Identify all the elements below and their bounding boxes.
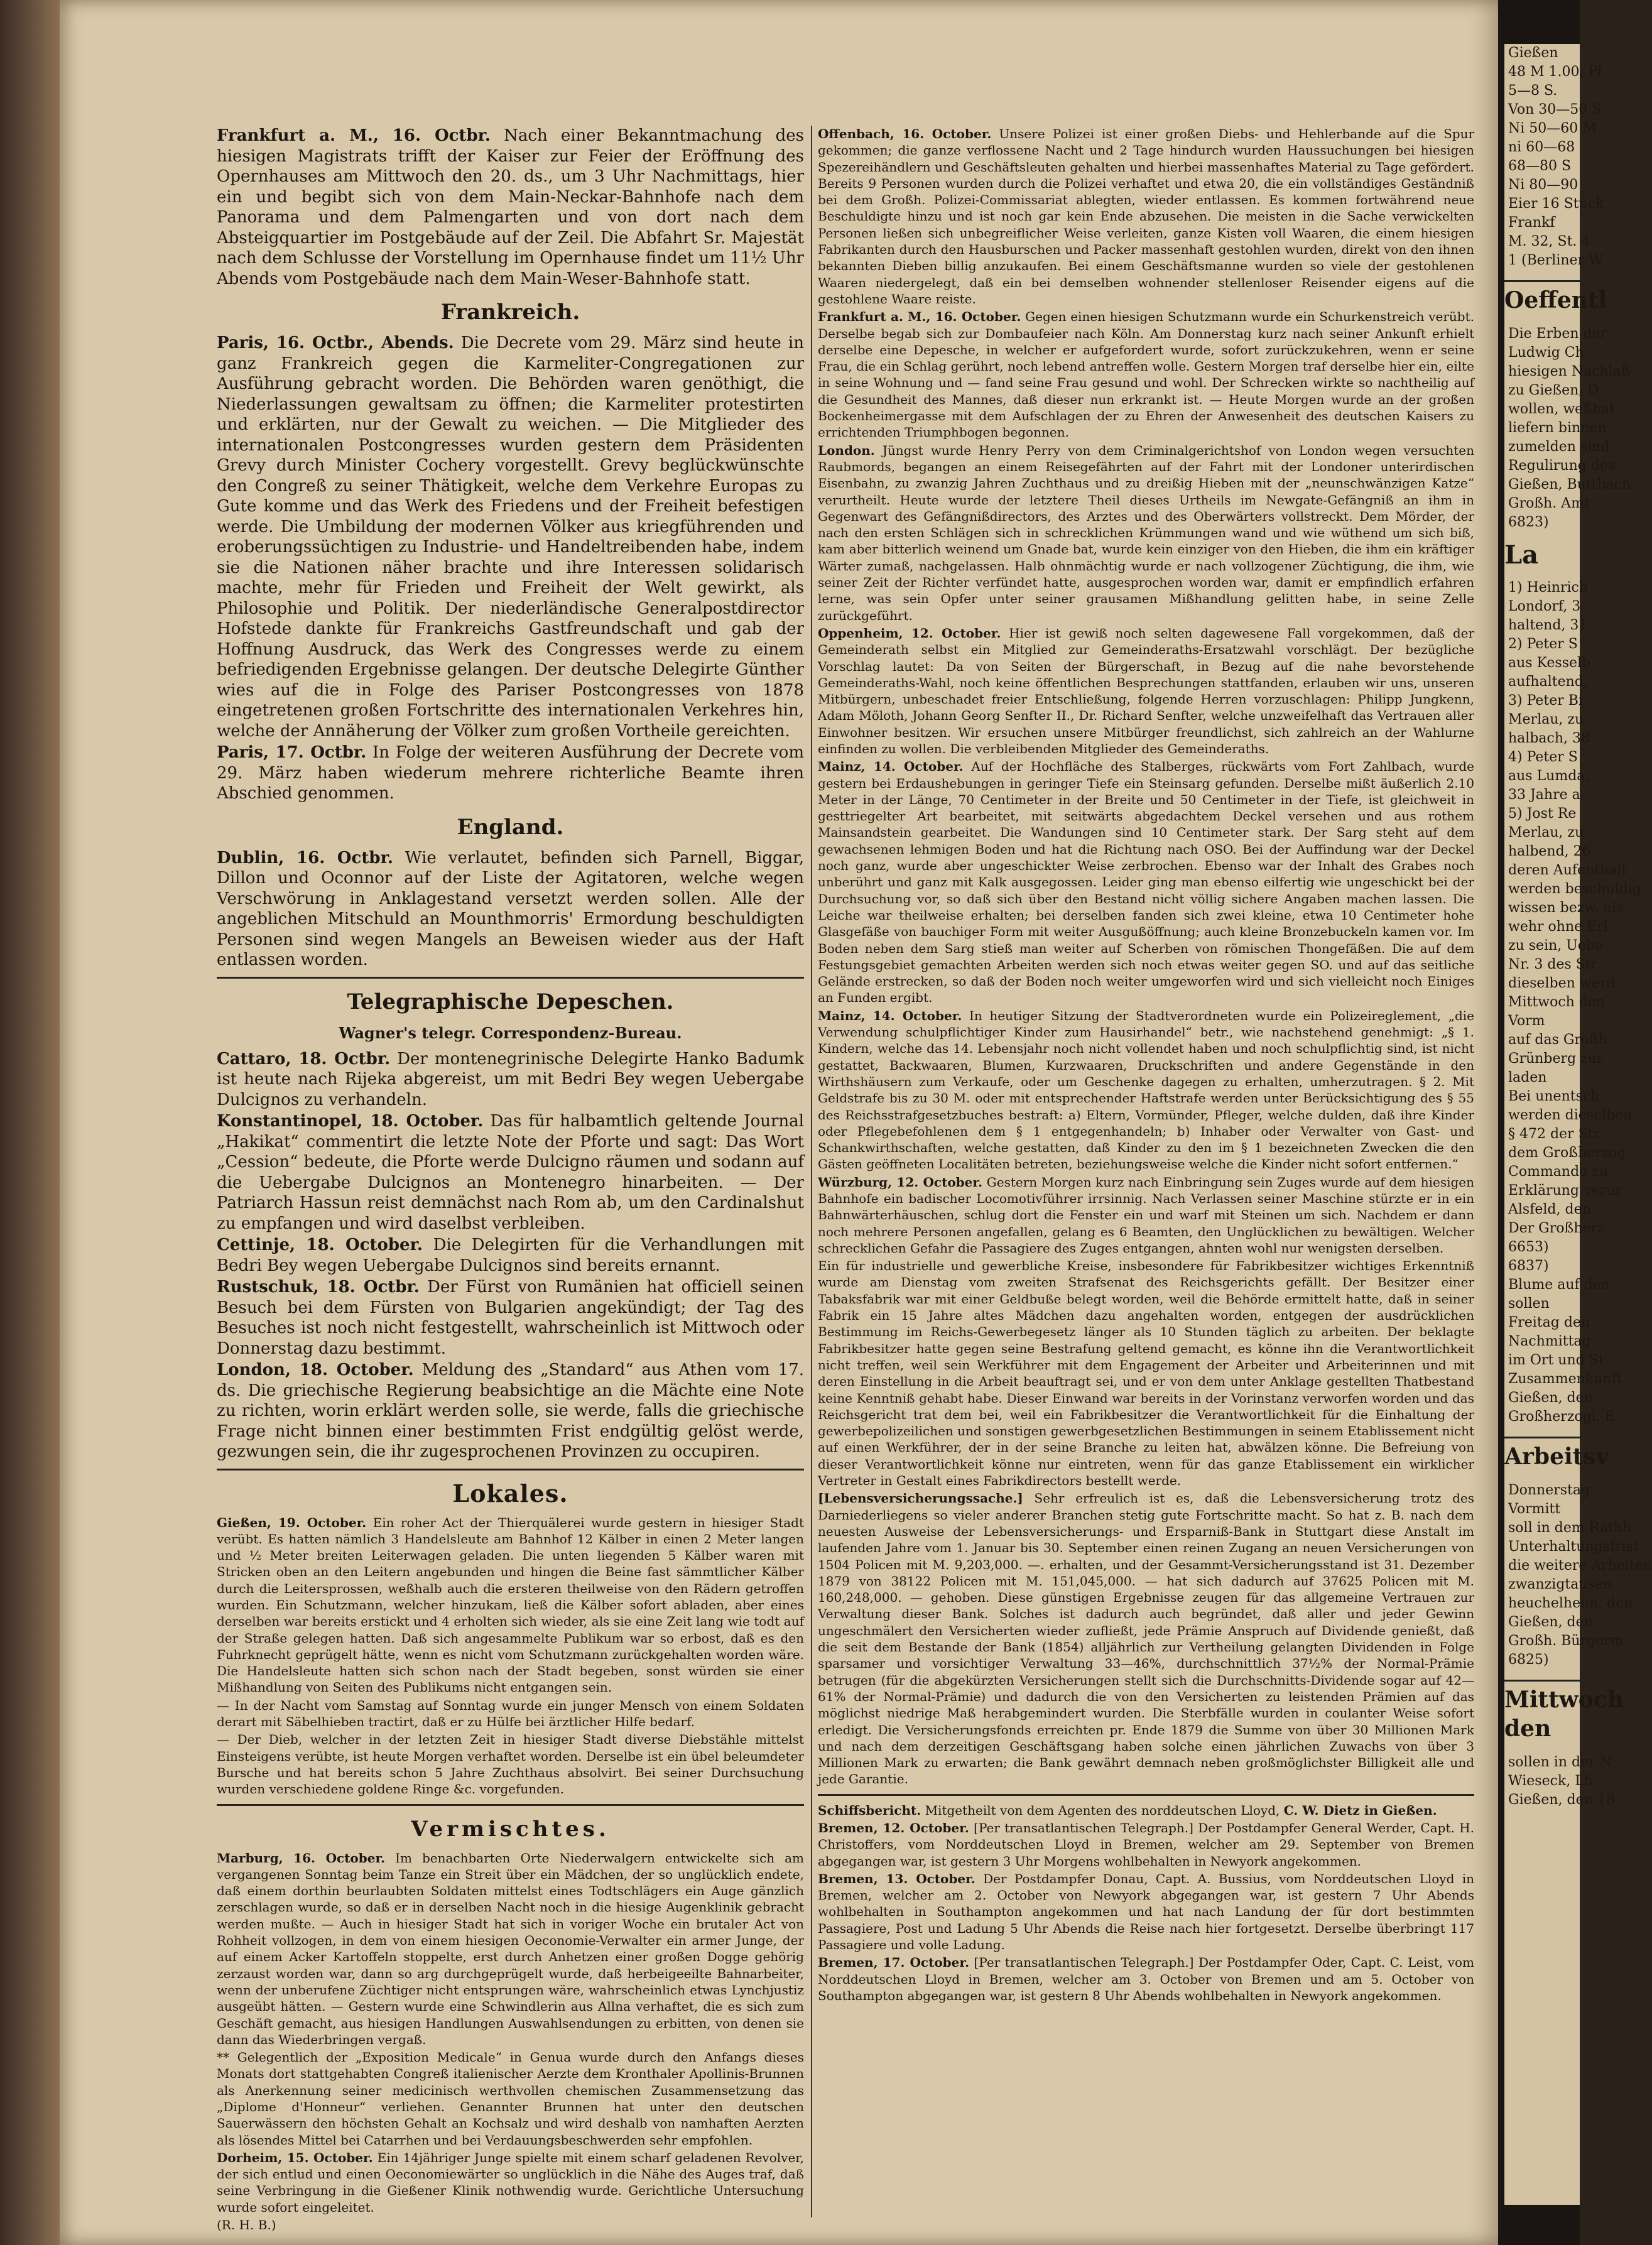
- next-page-text-line: deren Aufenthalt: [1508, 862, 1628, 878]
- schiffsbericht-title: Schiffsbericht.: [818, 1802, 921, 1818]
- article-text: In heutiger Sitzung der Stadtverordneten wurde ein Polizeireglement, „die Verwendung schulpflichtiger Kinder zum Hausirhandel“ betr., wie nachstehend genehmigt: „§ 1. Kindern, welche das 14. Lebensjahr noch nicht vollendet haben und noch schulpflichtig sind, ist nicht gestattet, Backwaaren, Blumen, Kurzwaaren, Druckschriften und andere Gegenstände in den Wirthshäusern zum Verkaufe, oder um Geschenke dagegen zu erhalten, umherzutragen. § 2. Mit Geldstrafe bis zu 30 M. oder mit entsprechender Haftstrafe werden unter Berücksichtigung des § 55 des Reichsstrafgesetzbuches bestraft: a) Eltern, Vormünder, Pfleger, welche dulden, daß ihre Kinder oder Pflegebefohlenen dem § 1 entgegenhandeln; b) Inhaber oder Verwalter von Gast- und Schankwirthschaften, welche gestatten, daß Kinder zu den im § 1 bezeichneten Zwecken die den Gästen geöffneten Localitäten betreten, beziehungsweise welche die Kinder nicht sofort entfernen.“: [818, 1008, 1475, 1172]
- next-page-text-line: 4) Peter S: [1508, 749, 1578, 765]
- article-text: Gestern Morgen kurz nach Einbringung sein Zuges wurde auf dem hiesigen Bahnhofe ein badischer Locomotivführer irrsinnig. Nach Verlassen seiner Maschine stürzte er in ein Bahnwärterhäuschen, schlug dort die Fenster ein und warf mit Steinen um sich. Nachdem er dann noch mehrere Personen angefallen, gelang es 6 Beamten, den Unglücklichen zu bewältigen. Welcher schrecklichen Gefahr die Passagiere des Zuges entgangen, ahnten wohl nur wenigsten derselben.: [818, 1174, 1474, 1256]
- next-page-text-line: halbend, 26: [1508, 844, 1591, 859]
- next-page-text-line: liefern binnen: [1508, 420, 1607, 436]
- next-page-text-line: Blume auf den: [1508, 1277, 1610, 1293]
- next-page-text-line: Großherzogl. E: [1508, 1409, 1615, 1425]
- article-dateline: Mainz, 14. October.: [818, 759, 964, 775]
- next-page-text-line: 6837): [1508, 1258, 1549, 1274]
- article: [217, 2049, 804, 2148]
- article-text: — Der Dieb, welcher in der letzten Zeit in hiesiger Stadt diverse Diebstähle mittelst Einsteigens verübte, ist heute Morgen verhaftet worden. Derselbe ist ein übel beleumdeter Bursche und hat bereits schon 5 Jahre Zuchthaus absolvirt. Bei seiner Durchsuchung wurden verschiedene goldene Ringe &c. vorgefunden.: [217, 1732, 804, 1797]
- article-dateline: London, 18. October.: [217, 1361, 414, 1379]
- article-dateline: Dorheim, 15. October.: [217, 2150, 373, 2165]
- article-text: Im benachbarten Orte Niederwalgern entwickelte sich am vergangenen Sonntag beim Tanze ein Streit über ein Mädchen, der so unglücklich endete, daß einem dorthin beurlaubten Soldaten mittelst eines Todtschlägers ein Auge gänzlich zerschlagen wurde, so daß er in derselben Nacht noch in die hiesige Augenklinik gebracht werden mußte. — Auch in hiesiger Stadt hat sich in voriger Woche ein brutaler Act von Rohheit vollzogen, in dem von einem hiesigen Oeconomie-Verwalter ein armer Junge, der auf einem Acker Kartoffeln stoppelte, erst durch Anhetzen einer großen Dogge gehörig zerzaust worden war, dann so arg durchgeprügelt wurde, daß herbeigeeilte Bahnarbeiter, wenn der unberufene Züchtiger nicht entsprungen wäre, wahrscheinlich etwas Lynchjustiz ausgeübt hätten. — Gestern wurde eine Schwindlerin aus Allna verhaftet, die es sich zum Geschäft gemacht, aus hiesigen Handlungen Auswahlsendungen zu erbitten, von denen sie dann das Wiederbringen vergaß.: [217, 1850, 805, 2047]
- article: [818, 1954, 1474, 2004]
- next-page-text-line: Frankf: [1508, 215, 1555, 231]
- article-text: Die Decrete vom 29. März sind heute in ganz Frankreich gegen die Karmeliter-Congregationen zur Ausführung gebracht worden. Die Behörden waren genöthigt, die Niederlassungen gewaltsam zu öffnen; die Karmeliter protestirten und erklärten, nur der Gewalt zu weichen. — Die Mitglieder des internationalen Postcongresses wurden gestern dem Präsidenten Grevy durch Minister Cochery vorgestellt. Grevy beglückwünschte den Congreß zu seiner Thätigkeit, welche dem Verkehre Europas zu Gute komme und das Werk des Friedens und der Freiheit befestigen werde. Die Umbildung der modernen Völker aus kriegführenden und eroberungssüchtigen zu Industrie- und Handeltreibenden habe, indem sie die Nationen näher brachte und ihre Interessen solidarisch machte, mehr für Frieden und Freiheit der Welt gewirkt, als Philosophie und Politik. Der niederländische Generalpostdirector Hofstede dankte für Frankreichs Gastfreundschaft und gab der Hoffnung Ausdruck, das Werk des Congresses werde zu einem befriedigenden Ergebnisse gelangen. Der deutsche Delegirte Günther wies auf die in Folge des Pariser Postcongresses von 1878 eingetretenen großen Fortschritte des internationalen Verkehres hin, welche der Annäherung der Völker zum großen Vortheile gereichten.: [217, 334, 804, 741]
- article-text: Der Postdampfer Donau, Capt. A. Bussius, vom Norddeutschen Lloyd in Bremen, welcher am 2. October von Newyork abgegangen war, ist gestern 7 Uhr Abends wohlbehalten in Southampton angekommen und hat nach Landung der für dort bestimmten Passagiere, Post und Ladung 5 Uhr Abends die Reise nach hier fortgesetzt. Derselbe überbringt 117 Passagiere und volle Ladung.: [818, 1871, 1475, 1953]
- next-page-text-line: 5) Jost Re: [1508, 806, 1577, 822]
- article: [217, 1697, 804, 1731]
- article-dateline: Rustschuk, 18. Octbr.: [217, 1278, 420, 1296]
- next-page-text-line: zwanzigtausen: [1508, 1577, 1612, 1592]
- section-divider: [217, 1804, 804, 1806]
- article-text: Wie verlautet, befinden sich Parnell, Biggar, Dillon und Oconnor auf der Liste der Agitatoren, welche wegen Verschwörung in Anklagestand versetzt werden sollen. Alle der angeblichen Mitschuld an Mounthmorris' Ermordung beschuldigten Personen sind wegen Mangels an Beweisen wieder aus der Haft entlassen worden.: [217, 848, 805, 969]
- article-text: Hier ist gewiß noch selten dagewesene Fall vorgekommen, daß der Gemeinderath selbst ein Mitglied zur Gemeinderaths-Ersatzwahl vorschlägt. Der bezügliche Vorschlag lautet: Da von Seiten der Bürgerschaft, in Bezug auf die nahe bevorstehende Gemeinderaths-Wahl, noch keine öffentlichen Besprechungen stattfanden, erlauben wir uns, unseren Mitbürgern, unbeschadet freier Entschließung, folgende Herren vorzuschlagen: Philipp Jungkenn, Adam Möloth, Johann Georg Senfter II., Dr. Richard Senfter, welche unzweifelhaft das Vertrauen aller Einwohner besitzen. Wir ersuchen unsere Mitbürger freundlichst, sich zahlreich an der Wahlurne einfinden zu wollen. Die verbleibenden Mitglieder des Gemeinderaths.: [818, 625, 1475, 756]
- right-article-list: [818, 126, 1474, 1788]
- next-page-text-line: die weitere Arbeiten: [1508, 1558, 1652, 1574]
- schiffsbericht-header: [818, 1802, 1474, 1818]
- next-page-text-line: Ludwig Ch: [1508, 345, 1584, 361]
- next-page-text-line: haltend, 31: [1508, 617, 1588, 633]
- next-page-text-line: Großh. Bürgerm: [1508, 1633, 1624, 1649]
- next-page-text-line: Von 30—50 S: [1508, 102, 1602, 117]
- section-heading-telegraph: Telegraphische Depeschen.: [347, 989, 674, 1014]
- next-page-heading: La: [1504, 540, 1539, 570]
- next-page-text-line: 3) Peter Br: [1508, 693, 1585, 709]
- article-dateline: Paris, 17. Octbr.: [217, 743, 367, 762]
- next-page-text-line: Bei unentsch: [1508, 1089, 1600, 1104]
- next-page-text-line: werden beschuldig: [1508, 881, 1641, 897]
- article: [217, 1235, 804, 1276]
- left-column: [217, 126, 805, 2233]
- next-page-text-line: Ni 80—90: [1508, 177, 1579, 193]
- section-divider: [217, 1469, 804, 1470]
- section-divider: [217, 977, 804, 979]
- next-page-text-line: Gießen, den: [1508, 1614, 1593, 1630]
- next-page-text-line: Mittwoch den: [1508, 994, 1606, 1010]
- next-page-text-line: aus Kesselb: [1508, 655, 1591, 671]
- next-page-text-line: werden dieselben: [1508, 1107, 1633, 1123]
- article: [818, 625, 1474, 757]
- article-text: [Per transatlantischen Telegraph.] Der Postdampfer Oder, Capt. C. Leist, vom Norddeutschen Lloyd in Bremen, welcher am 3. October von Bremen und am 5. October von Southampton abgegangen war, ist gestern 8 Uhr Abends wohlbehalten in Newyork angekommen.: [818, 1955, 1475, 2003]
- next-page-text-line: dem Großherzog: [1508, 1145, 1626, 1161]
- article-text: Ein 14jähriger Junge spielte mit einem scharf geladenen Revolver, der sich entlud und einen Oeconomiewärter so unglücklich in die Nähe des Auges traf, daß seine Verbringung in die Gießener Klinik nothwendig wurde. Gerichtliche Untersuchung wurde sofort eingeleitet.: [217, 2150, 805, 2215]
- next-page-text-line: 33 Jahre a: [1508, 787, 1580, 803]
- section-heading-lokales: Lokales.: [452, 1479, 568, 1508]
- article-text: Jüngst wurde Henry Perry von dem Criminalgerichtshof von London wegen versuchten Raubmords, begangen an einem Reisegefährten auf der Fahrt mit der Londoner unterirdischen Eisenbahn, zu zwanzig Jahren Zuchthaus und zu dreißig Hieben mit der „neunschwänzigen Katze“ verurtheilt. Heute wurde der letztere Theil dieses Urtheils im Newgate-Gefängniß an ihm in Gegenwart des Gefängnißdirectors, des Arztes und des Oberwärters vollstreckt. Dem Mörder, der nach den ersten Schlägen sich in schrecklichen Krümmungen wand und wie wüthend um sich biß, kam aber bitterlich weinend um Gnade bat, wurde kein einziger von den Hieben, die ihm ein kräftiger Wärter zumaß, nachgelassen. Halb ohnmächtig wurde er nach vollzogener Züchtigung, die ihm, wie seiner Zeit der Richter verfündet hatte, ausgesprochen worden war, damit er empfindlich erfahren lerne, was sein Opfer unter seiner grausamen Mißhandlung gelitten habe, in seine Zelle zurückgeführt.: [818, 442, 1474, 623]
- next-page-text-line: Regulirung des: [1508, 458, 1616, 474]
- article-text: Sehr erfreulich ist es, daß die Lebensversicherung trotz des Darniederliegens so vieler anderer Branchen stetig gute Fortschritte macht. So hat z. B. nach dem neuesten Ausweise der Lebensversicherungs- und Ersparniß-Bank in Stuttgart diese Anstalt im laufenden Jahre vom 1. Januar bis 30. September einen reinen Zugang an neuen Versicherungen von 1504 Policen mit M. 9,203,000. —. erhalten, und der Gesammt-Versicherungsstand ist 31. Dezember 1879 von 38122 Policen mit M. 151,045,000. — hat sich dadurch auf 37625 Policen mit M. 160,248,000. — gehoben. Diese günstigen Ergebnisse zeugen für das allgemeine Vertrauen zur Verwaltung dieser Bank. Solches ist dadurch auch begründet, daß aller und jeder Gewinn ungeschmälert den Versicherten wieder zufließt, jede Prämie Anspruch auf Dividende genießt, daß die seit dem Bestande der Bank (1854) alljährlich zur Vertheilung gelangten Dividenden in Folge sparsamer und vorsichtiger Verwaltung 33—46%, durchschnittlich 37½% der Normal-Prämie betrugen (für die abgekürzten Versicherungen stellt sich die Durchschnitts-Dividende sogar auf 42—61% der Normal-Prämie) und dadurch die von den Versicherten zu leistenden Prämien auf das möglichst niedrige Maß herabgemindert wurden. Die Sterbfälle wurden in coulanter Weise sofort erledigt. Die Versicherungsfonds erreichten pr. Ende 1879 die Summe von über 30 Millionen Mark und nach dem derzeitigen Geschäftsgang haben solche einen jährlichen Zuwachs von über 3 Millionen Mark zu erwarten; die Bank gewährt demnach neben großmöglichster Billigkeit alle und jede Garantie.: [818, 1491, 1474, 1787]
- next-page-text-line: Merlau, zu: [1508, 825, 1584, 840]
- article: [818, 126, 1474, 307]
- article: [217, 1514, 804, 1696]
- article-text: Meldung des „Standard“ aus Athen vom 17. ds. Die griechische Regierung beabsichtige an die Mächte eine Note zu richten, worin erklärt werden solle, sie werde, falls die griechische Frage nicht binnen einer bestimmten Frist endgültig gelöst werde, gezwungen sein, die ihr zugesprochenen Provinzen zu occupiren.: [217, 1361, 805, 1461]
- next-page-text-line: Gießen, den: [1508, 1390, 1593, 1406]
- next-page-text-line: laden: [1508, 1070, 1547, 1085]
- schiffsbericht-agent: C. W. Dietz in Gießen.: [1283, 1802, 1437, 1818]
- article: [217, 1111, 804, 1234]
- next-page-text-line: § 472 der Str: [1508, 1126, 1600, 1142]
- next-page-text-line: zumelden sind: [1508, 439, 1610, 455]
- next-page-text-line: 48 M 1.00, Pl: [1508, 64, 1602, 80]
- article-dateline: Dublin, 16. Octbr.: [217, 848, 393, 867]
- next-page-text-line: dieselben werd: [1508, 976, 1616, 991]
- article-text: Die Delegirten für die Verhandlungen mit Bedri Bey wegen Uebergabe Dulcignos sind bereits ernannt.: [217, 1236, 805, 1275]
- next-page-text-line: wollen, weßhal: [1508, 401, 1614, 417]
- next-page-text-line: soll in dem Rathh: [1508, 1520, 1632, 1536]
- article-text: Das für halbamtlich geltende Journal „Hakikat“ commentirt die letzte Note der Pforte und sagt: Das Wort „Cession“ bedeute, die Pforte werde Dulcigno räumen und sodann auf die Uebergabe Dulcignos an Montenegro hinarbeiten. — Der Patriarch Hassun reist demnächst nach Rom ab, um den Cardinalshut zu empfangen und wird daselbst verbleiben.: [217, 1112, 804, 1233]
- schiffsbericht-sub: Mitgetheilt von dem Agenten des norddeutschen Lloyd,: [925, 1802, 1280, 1818]
- next-page-heading: Mittwoch den: [1504, 1680, 1580, 1743]
- next-page-edge: [1504, 44, 1652, 2205]
- article: [818, 1820, 1474, 1869]
- article-text: Ein für industrielle und gewerbliche Kreise, insbesondere für Fabrikbesitzer wichtiges Erkenntniß wurde am Dienstag vom zweiten Strafsenat des Reichsgerichts gefällt. Der Besitzer einer Tabaksfabrik war mit einer Geldbuße belegt worden, weil die Behörde ermittelt hatte, daß in seiner Fabrik ein 15 Jahre altes Mädchen dazu angehalten worden, entgegen der ausdrücklichen Bestimmung im Reichs-Gewerbegesetz länger als 10 Stunden täglich zu arbeiten. Der beklagte Fabrikbesitzer hatte gegen seine Bestrafung geltend gemacht, es könne ihn die Verantwortlichkeit nicht treffen, weil sein Werkführer mit dem Engagement der Arbeiter und Arbeiterinnen und mit deren Einstellung in die Arbeit beauftragt sei, und er von dem unter Anklage gestellten Thatbestand keine Kenntniß gehabt habe. Dieser Einwand war bereits in der Vorinstanz verworfen worden und das Reichsgericht trat dem bei, weil ein Fabrikbesitzer die Verantwortlichkeit für die Einhaltung der gewerbepolizeilichen und sonstigen gewerbgesetzlichen Bestimmungen in seinem Etablissement nicht auf einen Werkführer, der in der seine Branche zu leiten hat, abwälzen könne. Die Befreiung von dieser Verantwortlichkeit könne nur eintreten, wenn für das ganze Etablissement ein wirklicher Vertreter in Gestalt eines Fabrikdirectors bestellt werde.: [818, 1258, 1475, 1489]
- next-page-text-line: halbach, 38: [1508, 731, 1590, 746]
- article: [217, 1360, 804, 1462]
- article-text: Gegen einen hiesigen Schutzmann wurde ein Schurkenstreich verübt. Derselbe begab sich zur Dombaufeier nach Köln. Am Donnerstag kurz nach seiner Ankunft erhielt derselbe eine Depesche, in welcher er aufgefordert wurde, sofort zurückzukehren, wenn er seine Frau, die ein Schlag gerührt, noch lebend antreffen wolle. Gestern Morgen traf derselbe hier ein, eilte in seine Wohnung und — fand seine Frau gesund und wohl. Der Schrecken wirkte so nachtheilig auf die Gesundheit des Mannes, daß dieser nun erkrankt ist. — Heute Morgen wurde an der großen Bockenheimergasse mit dem Aufschlagen der zu Ehren der Anwesenheit des deutschen Kaisers zu errichtenden Triumphbogen begonnen.: [818, 309, 1474, 440]
- next-page-text-line: aufhaltend,: [1508, 674, 1588, 690]
- article-dateline: Marburg, 16. October.: [217, 1850, 386, 1866]
- article-dateline: Bremen, 12. October.: [818, 1820, 969, 1835]
- next-page-text-line: Gießen: [1508, 45, 1558, 61]
- paris-article: [217, 333, 804, 741]
- article-dateline: Paris, 16. Octbr., Abends.: [217, 334, 454, 352]
- schiffsbericht-list: [818, 1820, 1474, 2004]
- next-page-heading: Arbeitsv: [1504, 1437, 1580, 1471]
- next-page-text-line: 5—8 S.: [1508, 83, 1558, 99]
- next-page-text-line: Freitag den: [1508, 1315, 1590, 1330]
- dublin-article: [217, 848, 804, 970]
- article: [818, 1008, 1474, 1173]
- article-dateline: London.: [818, 442, 875, 458]
- next-page-text-line: auf das Großh: [1508, 1032, 1608, 1048]
- article-dateline: [Lebensversicherungssache.]: [818, 1491, 1023, 1506]
- next-page-text-line: 1 (Berliner W: [1508, 253, 1603, 268]
- column-rule: [811, 126, 812, 2217]
- next-page-text-line: Londorf, 3: [1508, 599, 1581, 614]
- next-page-text-line: Commando zu: [1508, 1164, 1609, 1180]
- next-page-text-line: Vorm: [1508, 1013, 1545, 1029]
- next-page-text-line: sollen in der N: [1508, 1754, 1612, 1770]
- next-page-text-line: Großh. Amt: [1508, 496, 1590, 511]
- article-text: Der montenegrinische Delegirte Hanko Badumk ist heute nach Rijeka abgereist, um mit Bedri Bey wegen Uebergabe Dulcignos zu verhandeln.: [217, 1049, 805, 1109]
- article-text: Auf der Hochfläche des Stalberges, rückwärts vom Fort Zahlbach, wurde gestern bei Erdaushebungen in geringer Tiefe ein Steinsarg gefunden. Derselbe mißt äußerlich 2.10 Meter in der Länge, 70 Centimeter in der Breite und 50 Centimeter in der Tiefe, ist gleichweit in gesttriegelter Art bearbeitet, mit seitwärts abgedachtem Deckel versehen und aus rothem Mainsandstein gearbeitet. Die Wandungen sind 10 Centimeter stark. Der Sarg steht auf dem gewachsenen lehmigen Boden und hat die Richtung nach OSO. Bei der Auffindung war der Deckel noch ganz, wurde aber ungeschickter Weise zerbrochen. Ebenso war der Inhalt des Grabes noch unberührt und ganz mit Kalk ausgegossen. Leider ging man ebenso eilfertig wie ungeschickt bei der Durchsuchung vor, so daß sich über den Bestand nicht völlig sichere Angaben machen lassen. Die Leiche war theilweise erhalten; bei derselben fanden sich zwei kleine, etwa 10 Centimeter hohe Glasgefäße von bauchiger Form mit weiter Ausgußöffnung; auch kleine Bronzebuckeln kamen vor. Im Boden neben dem Sarg stieß man weiter auf Scherben von römischen Thongefäßen. Die auf dem Festungsgebiet gemachten Arbeiten werden sich noch etwas weiter gegen SO. und auf das seitliche Gelände erstrecken, so daß der Boden noch weiter umgeworfen wird und sich vielleicht noch Einiges an Funden ergibt.: [818, 759, 1475, 1006]
- lokales-list: [217, 1514, 804, 1798]
- next-page-text-line: Nr. 3 des Str: [1508, 957, 1598, 972]
- article-text: Nach einer Bekanntmachung des hiesigen Magistrats trifft der Kaiser zur Feier der Eröffnung des Opernhauses am Mittwoch den 20. ds., um 3 Uhr Nachmittags, hier ein und begibt sich von dem Main-Neckar-Bahnhofe nach dem Panorama und dem Palmengarten und von dort nach dem Absteigquartier im Postgebäude auf der Zeil. Die Abfahrt Sr. Majestät nach dem Schlusse der Vorstellung im Opernhause findet um 11½ Uhr Abends vom Postgebäude nach dem Main-Weser-Bahnhofe statt.: [217, 126, 804, 288]
- next-page-text-line: 6653): [1508, 1239, 1549, 1255]
- next-page-text-line: Vormitt: [1508, 1501, 1561, 1517]
- article-dateline: Mainz, 14. October.: [818, 1008, 962, 1023]
- next-page-text-line: zu sein, Uebe: [1508, 938, 1603, 954]
- article: [818, 1490, 1474, 1787]
- next-page-text-line: Merlau, zu: [1508, 712, 1584, 727]
- article-text: ** Gelegentlich der „Exposition Medicale“ in Genua wurde durch den Anfangs dieses Monats dort stattgehabten Congreß italienischer Aerzte dem Kronthaler Apollinis-Brunnen als Anerkennung seiner medicinisch werthvollen chemischen Zusammensetzung das „Diplome d'Honneur“ verliehen. Genannter Brunnen hat unter den deutschen Sauerwässern den höchsten Gehalt an Kochsalz und wird deshalb von namhaften Aerzten als lösendes Mittel bei Catarrhen und bei Verdauungsbeschwerden sehr empfohlen.: [217, 2050, 804, 2148]
- next-page-text-line: aus Lumda,: [1508, 768, 1590, 784]
- article: [217, 1277, 804, 1359]
- next-page-text-line: wissen bezw. als: [1508, 900, 1623, 916]
- next-page-text-line: Gießen, den 18: [1508, 1792, 1615, 1808]
- article: [818, 1871, 1474, 1953]
- next-page-text-line: Erklärung verur: [1508, 1183, 1622, 1199]
- next-page-text-line: Alsfeld, den: [1508, 1202, 1591, 1217]
- vermischtes-list: [217, 1850, 804, 2234]
- next-page-text-line: sollen: [1508, 1296, 1550, 1312]
- article: [217, 1731, 804, 1797]
- section-divider: [818, 1794, 1474, 1796]
- next-page-text-line: Gießen, Buttbach: [1508, 477, 1631, 492]
- article-text: Ein roher Act der Thierquälerei wurde gestern in hiesiger Stadt verübt. Es hatten nämlich 3 Handelsleute am Bahnhof 12 Kälber in einen 2 Meter langen und ½ Meter breiten Leiterwagen geladen. Die unten liegenden 5 Kälber waren mit Stricken oben an den Leitern angebunden und hingen die Beine fast sämmtlicher Kälber durch die Leitersprossen, weßhalb auch die ersteren theilweise von den Rädern getroffen wurden. Ein Schutzmann, welcher hinzukam, ließ die Kälber sofort abladen, aber eines derselben war bereits erstickt und 4 erholten sich wieder, als sie eine Zeit lang wie todt auf der Straße gelegen hatten. Daß sich angesammelte Publikum war so erbost, daß es den Fuhrknecht geprügelt hätte, wenn es nicht vom Schutzmann zurückgehalten worden wäre. Die Handelsleute hatten sich schon nach der Stadt begeben, sonst würden sie einer Mißhandlung von Seiten des Publikums nicht entgangen sein.: [217, 1514, 804, 1695]
- next-page-text-line: wehr ohne Erl: [1508, 919, 1608, 935]
- telegraph-agency: Wagner's telegr. Correspondenz-Bureau.: [339, 1023, 682, 1042]
- article-text: In Folge der weiteren Ausführung der Decrete vom 29. März haben wiederum mehrere richterliche Beamte ihren Abschied genommen.: [217, 743, 804, 803]
- article-dateline: Konstantinopel, 18. October.: [217, 1112, 484, 1131]
- next-page-text-line: Wieseck, Lh: [1508, 1773, 1594, 1789]
- next-page-text-line: Donnerstag: [1508, 1482, 1590, 1498]
- next-page-text-line: 6823): [1508, 514, 1549, 530]
- article: [818, 308, 1474, 440]
- next-page-text-line: Unterhaltungsfrist: [1508, 1539, 1639, 1555]
- next-page-text-line: 2) Peter S: [1508, 636, 1578, 652]
- article-dateline: Frankfurt a. M., 16. Octbr.: [217, 126, 491, 145]
- section-heading-england: England.: [457, 814, 564, 840]
- section-heading-frankreich: Frankreich.: [440, 300, 580, 325]
- next-page-text-line: Zusammenkunft: [1508, 1371, 1622, 1387]
- next-page-text-line: ni 60—68: [1508, 139, 1575, 155]
- section-heading-vermischtes: Vermischtes.: [411, 1816, 610, 1842]
- article-text: Der Fürst von Rumänien hat officiell seinen Besuch bei dem Fürsten von Bulgarien angekündigt; der Tag des Besuches ist noch nicht festgestellt, wahrscheinlich ist Mittwoch oder Donnerstag dazu bestimmt.: [217, 1278, 805, 1358]
- next-page-text-line: hiesigen Nachlaß: [1508, 364, 1631, 379]
- article: [217, 1049, 804, 1111]
- article-text: [Per transatlantischen Telegraph.] Der Postdampfer General Werder, Capt. H. Christoffers, vom Norddeutschen Lloyd in Bremen, welcher am 29. September von Bremen abgegangen war, ist gestern 3 Uhr Morgens wohlbehalten in Newyork angekommen.: [818, 1820, 1474, 1869]
- next-page-text-line: zu Gießen, D: [1508, 383, 1599, 398]
- article-dateline: Offenbach, 16. October.: [818, 126, 992, 141]
- next-page-text-line: Ni 50—60 M: [1508, 121, 1597, 136]
- article: [818, 1258, 1474, 1489]
- article-dateline: Gießen, 19. October.: [217, 1514, 367, 1530]
- article-dateline: Würzburg, 12. October.: [818, 1174, 983, 1190]
- article-dateline: Bremen, 13. October.: [818, 1871, 975, 1886]
- article-dateline: Oppenheim, 12. October.: [818, 625, 1001, 641]
- frankfurt-article: [217, 126, 804, 289]
- article-text: (R. H. B.): [217, 2217, 276, 2233]
- next-page-text-line: M. 32, St. 4: [1508, 234, 1590, 249]
- article: [818, 758, 1474, 1006]
- telegraph-list: [217, 1049, 804, 1462]
- article-dateline: Cattaro, 18. Octbr.: [217, 1049, 391, 1068]
- article-dateline: Cettinje, 18. October.: [217, 1236, 423, 1254]
- article: [818, 442, 1474, 624]
- article: [217, 1850, 804, 2048]
- right-column: [818, 126, 1474, 2224]
- next-page-text-line: im Ort und St: [1508, 1352, 1604, 1368]
- paris-article-2: [217, 742, 804, 804]
- next-page-text-line: Die Erben der: [1508, 326, 1607, 342]
- article: [818, 1174, 1474, 1256]
- next-page-text-line: 68—80 S: [1508, 158, 1572, 174]
- next-page-heading: Oeffentl: [1504, 280, 1580, 315]
- next-page-text-line: Nachmittag: [1508, 1334, 1591, 1349]
- article-dateline: Bremen, 17. October.: [818, 1955, 970, 1970]
- article-text: Unsere Polizei ist einer großen Diebs- und Hehlerbande auf die Spur gekommen; die ganze verflossene Nacht und 2 Tage hindurch wurden Haussuchungen bei hiesigen Spezereihändlern und Geschäftsleuten gehalten und hierbei massenhaftes Material zu Tage gefördert. Bereits 9 Personen wurden durch die Polizei verhaftet und etwa 20, die ein vollständiges Geständniß bei dem Großh. Polizei-Commissariat ablegten, wieder entlassen. Es kommen fortwährend neue Beschuldigte hinzu und ist noch gar kein Ende abzusehen. Die meisten in die Sache verwickelten Personen ließen sich unbegreiflicher Weise verleiten, ganze Kisten voll Waaren, die einem hiesigen Fabrikanten durch den Hausburschen und Packer massenhaft gestohlen wurden, direkt von den ihnen bekannten Dieben billig anzukaufen. Bei einem Geschäftsmanne wurden so viele der gestohlenen Waaren niedergelegt, daß ein bei demselben wohnender stellenloser Reisender eigens auf die gestohlene Waare reiste.: [818, 126, 1475, 307]
- next-page-text-line: 1) Heinrich: [1508, 580, 1589, 595]
- book-binding: [0, 0, 60, 2245]
- next-page-text-line: heuchelheim, den: [1508, 1595, 1633, 1611]
- article-dateline: Frankfurt a. M., 16. October.: [818, 309, 1021, 325]
- next-page-text-line: Grünberg zur: [1508, 1051, 1604, 1067]
- next-page-text-line: Der Großherz: [1508, 1220, 1605, 1236]
- next-page-text-line: 6825): [1508, 1652, 1549, 1668]
- article: [217, 2217, 804, 2233]
- next-page-text-line: Eier 16 Stück: [1508, 196, 1604, 212]
- article: [217, 2150, 804, 2215]
- article-text: — In der Nacht vom Samstag auf Sonntag wurde ein junger Mensch von einem Soldaten derart mit Säbelhieben tractirt, daß er zu Hülfe bei ärztlicher Hilfe bedarf.: [217, 1697, 804, 1730]
